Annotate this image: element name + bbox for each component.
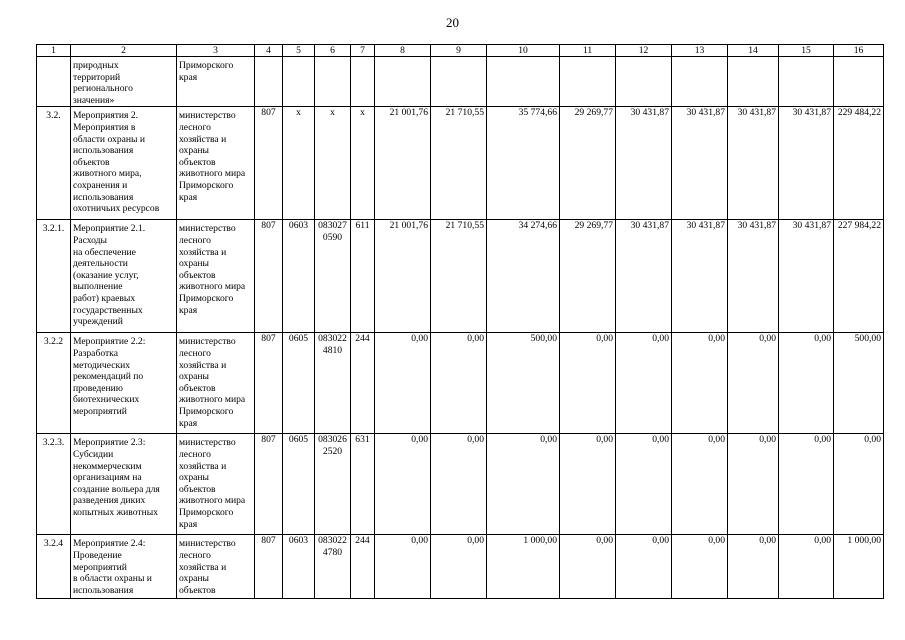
column-number-header: 8 — [375, 45, 431, 57]
grbs-code: 807 — [255, 535, 283, 599]
table-row — [37, 220, 884, 333]
section-code: х — [283, 107, 315, 220]
value-2014: 0,00 — [431, 434, 487, 535]
value-2013: 0,00 — [375, 333, 431, 434]
row-number — [37, 57, 71, 107]
value-2017: 30 431,87 — [616, 107, 672, 220]
value-total: 500,00 — [834, 333, 884, 434]
value-2020: 30 431,87 — [779, 220, 834, 333]
expense-type — [351, 57, 375, 107]
value-2018: 30 431,87 — [672, 107, 728, 220]
target-article: х — [315, 107, 351, 220]
measure-name: Мероприятие 2.2: Разработка методических рекомендаций по проведению биотехнических мероприятий — [71, 333, 177, 434]
target-article — [315, 57, 351, 107]
value-2016: 0,00 — [560, 535, 616, 599]
measure-name: Мероприятие 2.1. Расходы на обеспечение деятельности (оказание услуг, выполнение работ) краевых государственных учреждений — [71, 220, 177, 333]
value-2016: 29 269,77 — [560, 220, 616, 333]
value-2013: 0,00 — [375, 535, 431, 599]
value-2019: 0,00 — [728, 535, 779, 599]
executor: министерство лесного хозяйства и охраны объектов — [177, 535, 255, 599]
value-2019: 0,00 — [728, 434, 779, 535]
column-number-header: 13 — [672, 45, 728, 57]
grbs-code: 807 — [255, 434, 283, 535]
section-code: 0603 — [283, 220, 315, 333]
table-row — [37, 535, 884, 599]
column-number-header: 5 — [283, 45, 315, 57]
value-2015: 500,00 — [487, 333, 560, 434]
value-2019 — [728, 57, 779, 107]
value-2014: 0,00 — [431, 333, 487, 434]
value-2017 — [616, 57, 672, 107]
value-2014: 0,00 — [431, 535, 487, 599]
table-row — [37, 57, 884, 107]
section-code — [283, 57, 315, 107]
measure-name: природных территорий регионального значения» — [71, 57, 177, 107]
table-row — [37, 434, 884, 535]
value-2013 — [375, 57, 431, 107]
executor: Приморского края — [177, 57, 255, 107]
row-number: 3.2.4 — [37, 535, 71, 599]
row-number: 3.2. — [37, 107, 71, 220]
executor: министерство лесного хозяйства и охраны объектов животного мира Приморского края — [177, 220, 255, 333]
column-number-header: 14 — [728, 45, 779, 57]
value-total: 1 000,00 — [834, 535, 884, 599]
expense-type: 244 — [351, 333, 375, 434]
value-2016: 0,00 — [560, 434, 616, 535]
value-2019: 30 431,87 — [728, 220, 779, 333]
value-2016 — [560, 57, 616, 107]
value-2013: 0,00 — [375, 434, 431, 535]
column-number-header: 10 — [487, 45, 560, 57]
value-2020: 0,00 — [779, 535, 834, 599]
table-row — [37, 107, 884, 220]
page-number: 20 — [446, 15, 459, 30]
column-number-header: 12 — [616, 45, 672, 57]
grbs-code: 807 — [255, 107, 283, 220]
value-total: 0,00 — [834, 434, 884, 535]
expense-type: 631 — [351, 434, 375, 535]
value-2015: 0,00 — [487, 434, 560, 535]
row-number: 3.2.3. — [37, 434, 71, 535]
column-number-header: 9 — [431, 45, 487, 57]
column-number-header: 4 — [255, 45, 283, 57]
value-2014 — [431, 57, 487, 107]
expense-type: 244 — [351, 535, 375, 599]
column-number-header: 1 — [37, 45, 71, 57]
value-2016: 0,00 — [560, 333, 616, 434]
expense-type: 611 — [351, 220, 375, 333]
column-number-header: 15 — [779, 45, 834, 57]
target-article: 083022 4780 — [315, 535, 351, 599]
section-code: 0605 — [283, 434, 315, 535]
value-2018: 30 431,87 — [672, 220, 728, 333]
value-2018: 0,00 — [672, 535, 728, 599]
measure-name: Мероприятие 2.3: Субсидии некоммерческим организациям на создание вольера для разведения диких копытных животных — [71, 434, 177, 535]
row-number: 3.2.1. — [37, 220, 71, 333]
value-2019: 0,00 — [728, 333, 779, 434]
column-number-header: 2 — [71, 45, 177, 57]
expense-type: х — [351, 107, 375, 220]
value-total: 227 984,22 — [834, 220, 884, 333]
value-2013: 21 001,76 — [375, 107, 431, 220]
grbs-code: 807 — [255, 333, 283, 434]
value-2015: 34 274,66 — [487, 220, 560, 333]
value-total — [834, 57, 884, 107]
value-2018: 0,00 — [672, 333, 728, 434]
value-2019: 30 431,87 — [728, 107, 779, 220]
value-2015: 1 000,00 — [487, 535, 560, 599]
target-article: 083026 2520 — [315, 434, 351, 535]
executor: министерство лесного хозяйства и охраны объектов животного мира Приморского края — [177, 107, 255, 220]
grbs-code: 807 — [255, 220, 283, 333]
column-number-header: 16 — [834, 45, 884, 57]
value-2013: 21 001,76 — [375, 220, 431, 333]
grbs-code — [255, 57, 283, 107]
value-2018: 0,00 — [672, 434, 728, 535]
table-row — [37, 333, 884, 434]
value-2020: 30 431,87 — [779, 107, 834, 220]
target-article: 083027 0590 — [315, 220, 351, 333]
value-2018 — [672, 57, 728, 107]
measure-name: Мероприятия 2. Мероприятия в области охраны и использования объектов животного мира, сохранения и использования охотничьих ресурсов — [71, 107, 177, 220]
value-2015: 35 774,66 — [487, 107, 560, 220]
measure-name: Мероприятие 2.4: Проведение мероприятий в области охраны и использования — [71, 535, 177, 599]
row-number: 3.2.2 — [37, 333, 71, 434]
value-2020: 0,00 — [779, 434, 834, 535]
column-number-header: 3 — [177, 45, 255, 57]
value-2020: 0,00 — [779, 333, 834, 434]
value-2017: 0,00 — [616, 333, 672, 434]
value-2014: 21 710,55 — [431, 220, 487, 333]
value-2017: 0,00 — [616, 434, 672, 535]
column-number-header: 11 — [560, 45, 616, 57]
executor: министерство лесного хозяйства и охраны объектов животного мира Приморского края — [177, 333, 255, 434]
target-article: 083022 4810 — [315, 333, 351, 434]
section-code: 0605 — [283, 333, 315, 434]
value-2015 — [487, 57, 560, 107]
column-number-header: 7 — [351, 45, 375, 57]
value-total: 229 484,22 — [834, 107, 884, 220]
value-2017: 0,00 — [616, 535, 672, 599]
table-header-row — [37, 45, 884, 57]
value-2014: 21 710,55 — [431, 107, 487, 220]
column-number-header: 6 — [315, 45, 351, 57]
value-2017: 30 431,87 — [616, 220, 672, 333]
value-2016: 29 269,77 — [560, 107, 616, 220]
executor: министерство лесного хозяйства и охраны объектов животного мира Приморского края — [177, 434, 255, 535]
budget-table — [36, 44, 884, 599]
section-code: 0603 — [283, 535, 315, 599]
value-2020 — [779, 57, 834, 107]
